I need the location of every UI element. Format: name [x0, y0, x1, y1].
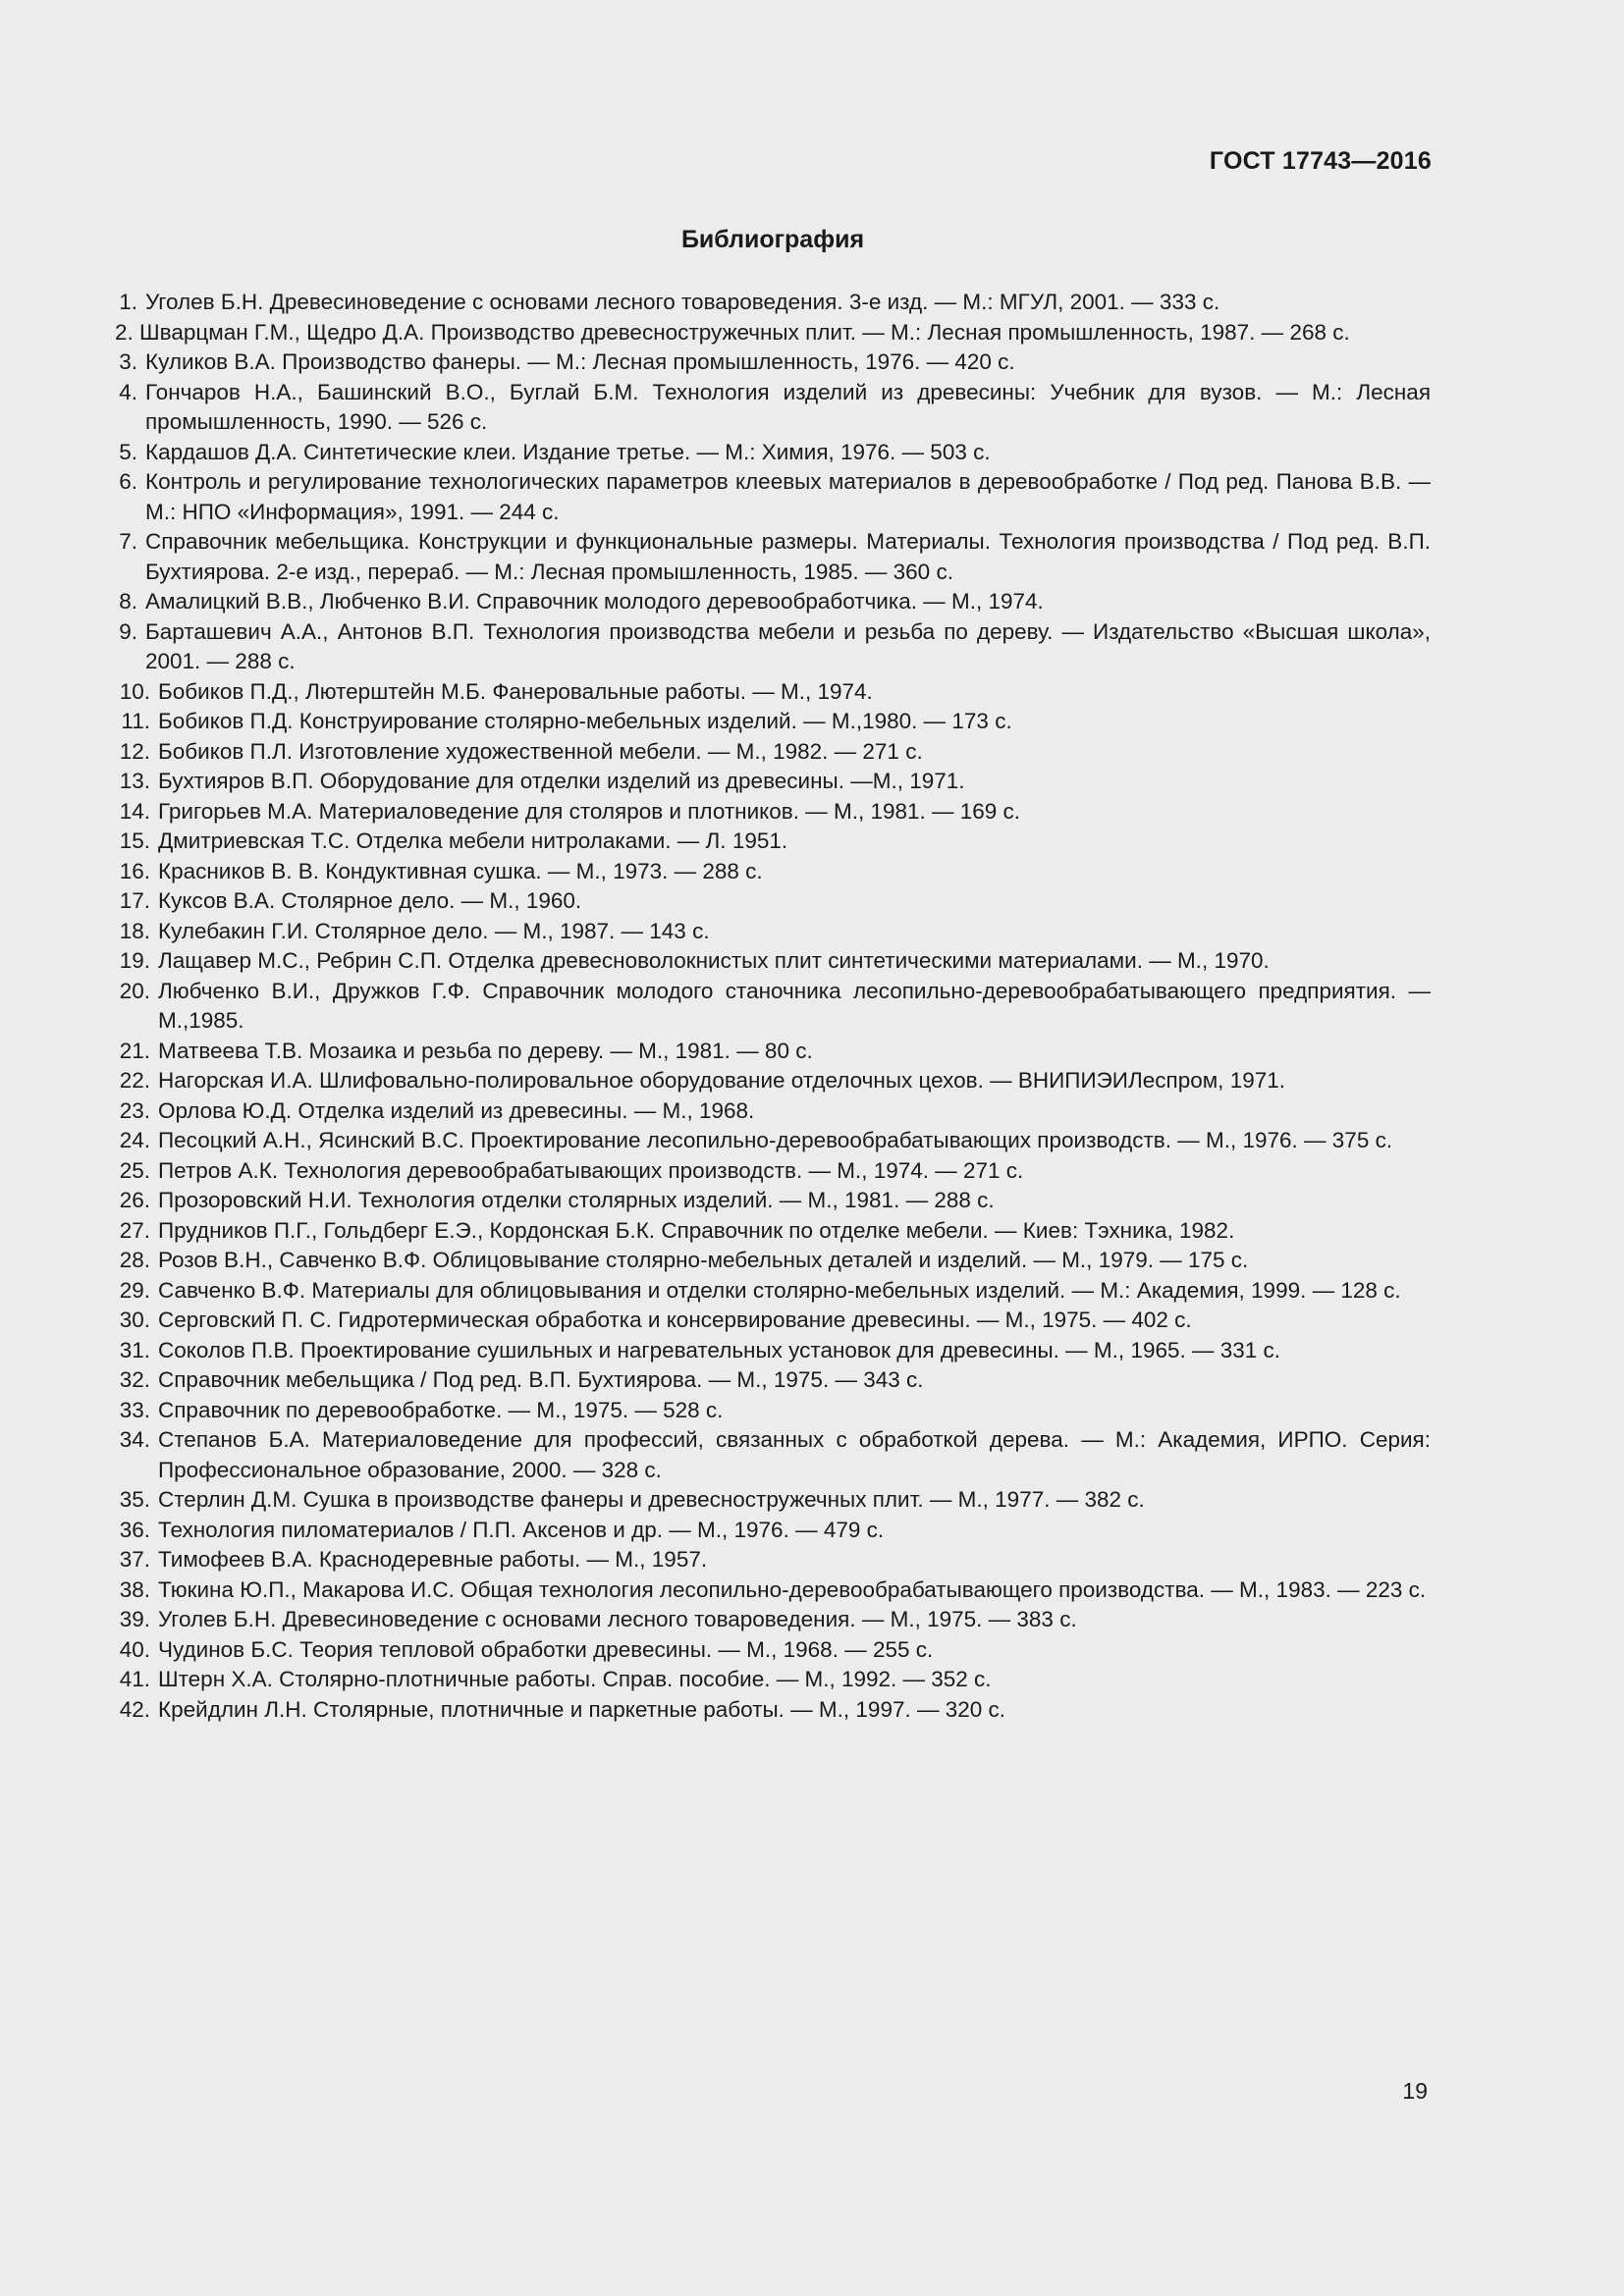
bibliography-item-text: Бобиков П.Д. Конструирование столярно-мебельных изделий. — М.,1980. — 173 с. [158, 709, 1012, 733]
bibliography-item-number: 33. [119, 1397, 150, 1422]
bibliography-item-number: 21. [119, 1038, 150, 1063]
bibliography-item-text: Стерлин Д.М. Сушка в производстве фанеры и древесностружечных плит. — М., 1977. — 382 с. [158, 1487, 1145, 1512]
bibliography-item-text: Тюкина Ю.П., Макарова И.С. Общая технология лесопильно-деревообрабатывающего производства. — М., 1983. — 223 с. [158, 1576, 1427, 1602]
bibliography-item-number: 35. [119, 1487, 150, 1512]
bibliography-item-number: 16. [119, 858, 150, 883]
bibliography-item-text: Нагорская И.А. Шлифовально-полировальное оборудование отделочных цехов. — ВНИПИЭИЛеспром, 1971. [158, 1068, 1285, 1093]
bibliography-item [115, 1695, 1431, 1726]
bibliography-item-number: 10. [119, 678, 150, 704]
bibliography-item-number: 18. [119, 918, 150, 943]
bibliography-item [115, 1396, 1431, 1426]
bibliography-item-number: 30. [119, 1308, 150, 1332]
bibliography-item [115, 917, 1431, 947]
bibliography-item-number: 7. [119, 529, 137, 554]
bibliography-item-number: 25. [119, 1157, 150, 1183]
page-number: 19 [1402, 2078, 1428, 2104]
bibliography-item-text: Барташевич А.А., Антонов В.П. Технология производства мебели и резьба по дереву. — Издательство «Высшая школа», 2001. — 288 с. [145, 618, 1431, 673]
bibliography-item [115, 617, 1431, 677]
bibliography-item [115, 318, 1431, 348]
bibliography-item-number: 36. [119, 1517, 150, 1542]
bibliography-item [115, 1096, 1431, 1127]
bibliography-item-text: Красников В. В. Кондуктивная сушка. — М., 1973. — 288 с. [158, 858, 763, 883]
bibliography-item-number: 32. [119, 1367, 150, 1392]
bibliography-item-number: 27. [119, 1217, 150, 1243]
bibliography-item-text: Гончаров Н.А., Башинский В.О., Буглай Б.М. Технология изделий из древесины: Учебник для вузов. — М.: Лесная промышленность, 1990. — 526 с. [145, 379, 1431, 434]
bibliography-item-number: 3. [119, 349, 137, 374]
bibliography-item-number: 9. [119, 618, 137, 644]
bibliography-item [115, 467, 1431, 527]
bibliography-item [115, 378, 1431, 438]
bibliography-item [115, 886, 1431, 917]
bibliography-item [115, 1306, 1431, 1336]
bibliography-item [115, 1156, 1431, 1187]
bibliography-item-text: Орлова Ю.Д. Отделка изделий из древесины. — М., 1968. [158, 1097, 755, 1123]
bibliography-item [115, 1485, 1431, 1516]
bibliography-item-text: Куликов В.А. Производство фанеры. — М.: Лесная промышленность, 1976. — 420 с. [145, 349, 1015, 374]
bibliography-item [115, 347, 1431, 378]
bibliography-item-number: 28. [119, 1248, 150, 1272]
bibliography-item [115, 1246, 1431, 1276]
bibliography-item-text: Амалицкий В.В., Любченко В.И. Справочник молодого деревообработчика. — М., 1974. [145, 589, 1044, 614]
bibliography-item [115, 707, 1431, 737]
bibliography-item-text: Уголев Б.Н. Древесиноведение с основами лесного товароведения. 3-е изд. — М.: МГУЛ, 2001. — 333 с. [145, 290, 1220, 314]
bibliography-item-text: Любченко В.И., Дружков Г.Ф. Справочник молодого станочника лесопильно-деревообрабатывающего предприятия. — М.,1985. [158, 978, 1431, 1033]
bibliography-item-text: Кардашов Д.А. Синтетические клеи. Издание третье. — М.: Химия, 1976. — 503 с. [145, 439, 991, 464]
bibliography-item-text: Справочник по деревообработке. — М., 1975. — 528 с. [158, 1397, 724, 1422]
bibliography-item-text: Кулебакин Г.И. Столярное дело. — М., 1987. — 143 с. [158, 918, 710, 943]
bibliography-item-text: Дмитриевская Т.С. Отделка мебели нитролаками. — Л. 1951. [158, 828, 788, 853]
bibliography-item-number: 1. [119, 290, 137, 314]
bibliography-item-number: 4. [119, 379, 137, 404]
bibliography-item-number: 31. [119, 1337, 150, 1362]
bibliography-item-text: Петров А.К. Технология деревообрабатывающих производств. — М., 1974. — 271 с. [158, 1157, 1024, 1183]
bibliography-item [115, 1545, 1431, 1575]
bibliography-item-text: Бухтияров В.П. Оборудование для отделки изделий из древесины. —М., 1971. [158, 769, 965, 793]
bibliography-item-number: 6. [119, 469, 137, 494]
bibliography-item-text: Чудинов Б.С. Теория тепловой обработки древесины. — М., 1968. — 255 с. [158, 1636, 934, 1662]
bibliography-item [115, 977, 1431, 1037]
bibliography-item [115, 797, 1431, 828]
bibliography-item-text: Прудников П.Г., Гольдберг Е.Э., Кордонская Б.К. Справочник по отделке мебели. — Киев: Тэхника, 1982. [158, 1217, 1235, 1243]
bibliography-item [115, 767, 1431, 797]
bibliography-item-number: 24. [119, 1128, 150, 1152]
bibliography-item-text: Тимофеев В.А. Краснодеревные работы. — М., 1957. [158, 1547, 708, 1572]
bibliography-item-text: Соколов П.В. Проектирование сушильных и нагревательных установок для древесины. — М., 1965. — 331 с. [158, 1337, 1281, 1362]
bibliography-item-number: 8. [119, 589, 137, 614]
bibliography-item-text: Крейдлин Л.Н. Столярные, плотничные и паркетные работы. — М., 1997. — 320 с. [158, 1696, 1006, 1722]
bibliography-item-number: 5. [119, 439, 137, 464]
bibliography-item [115, 1037, 1431, 1067]
bibliography-item [115, 527, 1431, 587]
bibliography-item-number: 15. [119, 828, 150, 853]
bibliography-item [115, 587, 1431, 617]
bibliography-item-number: 42. [119, 1696, 150, 1722]
bibliography-item [115, 1276, 1431, 1307]
bibliography-item [115, 1635, 1431, 1666]
bibliography-item [115, 857, 1431, 887]
bibliography-item [115, 288, 1431, 318]
bibliography-item [115, 1126, 1431, 1156]
bibliography-item [115, 827, 1431, 857]
bibliography-item-number: 12. [119, 738, 150, 764]
bibliography-item-number: 41. [119, 1667, 150, 1691]
bibliography-item [115, 677, 1431, 708]
bibliography-item-number: 39. [119, 1607, 150, 1631]
bibliography-item-text: Бобиков П.Л. Изготовление художественной мебели. — М., 1982. — 271 с. [158, 738, 923, 764]
bibliography-item-text: Серговский П. С. Гидротермическая обработка и консервирование древесины. — М., 1975. — 402 с. [158, 1308, 1192, 1332]
bibliography-item [115, 1605, 1431, 1635]
bibliography-item [115, 1186, 1431, 1216]
bibliography-item-text: Шварцман Г.М., Щедро Д.А. Производство древесностружечных плит. — М.: Лесная промышленность, 1987. — 268 с. [139, 319, 1350, 345]
bibliography-item-number: 29. [119, 1277, 150, 1303]
bibliography-item-number: 17. [119, 888, 150, 913]
bibliography-item [115, 1365, 1431, 1396]
bibliography-item-number: 38. [119, 1576, 150, 1602]
bibliography-item-text: Лащавер М.С., Ребрин С.П. Отделка древесноволокнистых плит синтетическими материалами. — М., 1970. [158, 948, 1270, 973]
bibliography-item-number: 23. [119, 1097, 150, 1123]
bibliography-item [115, 737, 1431, 768]
bibliography-item [115, 1665, 1431, 1695]
bibliography-item [115, 1425, 1431, 1485]
page-title: Библиография [680, 226, 865, 253]
bibliography-item-number: 34. [119, 1427, 150, 1452]
bibliography-item-number: 26. [119, 1188, 150, 1212]
bibliography-item-number: 13. [119, 769, 150, 793]
bibliography-item-text: Песоцкий А.Н., Ясинский В.С. Проектирование лесопильно-деревообрабатывающих производств. — М., 1976. — 375 с. [158, 1128, 1393, 1152]
bibliography-item-text: Контроль и регулирование технологических параметров клеевых материалов в деревообработке / Под ред. Панова В.В. — М.: НПО «Информация», 1991. — 244 с. [145, 469, 1431, 524]
bibliography-item-number: 11. [121, 709, 150, 733]
bibliography-item-text: Савченко В.Ф. Материалы для облицовывания и отделки столярно-мебельных изделий. — М.: Академия, 1999. — 128 с. [158, 1277, 1401, 1303]
bibliography-item-text: Куксов В.А. Столярное дело. — М., 1960. [158, 888, 582, 913]
bibliography-item-number: 19. [119, 948, 150, 973]
bibliography-item [115, 1516, 1431, 1546]
bibliography-list [115, 288, 1431, 1725]
bibliography-item-text: Григорьев М.А. Материаловедение для столяров и плотников. — М., 1981. — 169 с. [158, 798, 1021, 824]
bibliography-item-text: Справочник мебельщика / Под ред. В.П. Бухтиярова. — М., 1975. — 343 с. [158, 1367, 924, 1392]
bibliography-item-number: 2. [115, 319, 134, 345]
bibliography-item-text: Бобиков П.Д., Лютерштейн М.Б. Фанеровальные работы. — М., 1974. [158, 678, 873, 704]
bibliography-item-text: Розов В.Н., Савченко В.Ф. Облицовывание столярно-мебельных деталей и изделий. — М., 1979. — 175 с. [158, 1248, 1249, 1272]
bibliography-item [115, 946, 1431, 977]
bibliography-item-text: Справочник мебельщика. Конструкции и функциональные размеры. Материалы. Технология производства / Под ред. В.П. Бухтиярова. 2-е изд., перераб. — М.: Лесная промышленность, 1985. — 360 с. [145, 529, 1431, 584]
bibliography-item-number: 40. [119, 1636, 150, 1662]
bibliography-item [115, 1066, 1431, 1096]
bibliography-item-number: 22. [119, 1068, 150, 1093]
bibliography-item-text: Прозоровский Н.И. Технология отделки столярных изделий. — М., 1981. — 288 с. [158, 1188, 995, 1212]
bibliography-item [115, 438, 1431, 468]
bibliography-item-text: Матвеева Т.В. Мозаика и резьба по дереву. — М., 1981. — 80 с. [158, 1038, 813, 1063]
bibliography-item-number: 14. [119, 798, 150, 824]
bibliography-item [115, 1575, 1431, 1606]
bibliography-item-text: Штерн Х.А. Столярно-плотничные работы. Справ. пособие. — М., 1992. — 352 с. [158, 1667, 992, 1691]
bibliography-item-text: Степанов Б.А. Материаловедение для профессий, связанных с обработкой дерева. — М.: Академия, ИРПО. Серия: Профессиональное образование, 2000. — 328 с. [158, 1427, 1431, 1482]
bibliography-item-text: Технология пиломатериалов / П.П. Аксенов и др. — М., 1976. — 479 с. [158, 1517, 885, 1542]
bibliography-item [115, 1336, 1431, 1366]
bibliography-item [115, 1216, 1431, 1247]
bibliography-item-number: 20. [119, 978, 150, 1003]
document-code: ГОСТ 17743—2016 [1209, 147, 1432, 175]
bibliography-item-number: 37. [119, 1547, 150, 1572]
bibliography-item-text: Уголев Б.Н. Древесиноведение с основами лесного товароведения. — М., 1975. — 383 с. [158, 1607, 1077, 1631]
